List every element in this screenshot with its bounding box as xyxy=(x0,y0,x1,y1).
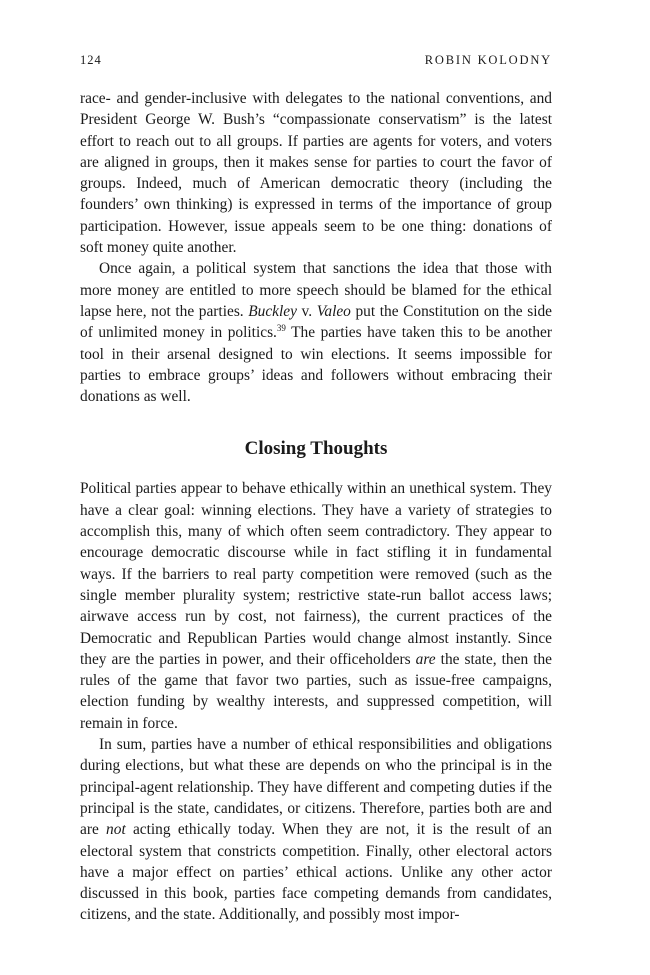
paragraph-in-sum xyxy=(80,734,552,926)
running-title-author: ROBIN KOLODNY xyxy=(424,53,552,67)
paragraph-unethical-system xyxy=(80,478,552,734)
paragraph-text: acting ethically today. When they are not, it is the result of an electoral system that constricts competition. Finally, other electoral actors have a major effect on parties’ ethical actions. Unlike any other actor discussed in this book, parties face competing demands from candidates, citizens, and the state. Additionally, and possibly most impor- xyxy=(80,821,552,924)
paragraph-text: In sum, parties have a number of ethical responsibilities and obligations during elections, but what these are depends on who the principal is in the principal-agent relationship. They have different and competing duties if the principal is the state, candidates, or citizens. Therefore, parties both are and are xyxy=(80,736,552,839)
page-number: 124 xyxy=(80,53,102,67)
paragraph-group-appeals xyxy=(80,88,552,258)
footnote-reference: 39 xyxy=(276,323,286,334)
running-head xyxy=(80,52,552,68)
paragraph-text: the state, then the rules of the game that favor two parties, such as issue-free campaigns, election funding by wealthy interests, and suppressed competition, will remain in force. xyxy=(80,650,553,732)
emphasis-are: are xyxy=(415,650,436,668)
paragraph-text: put the Constitution on the side of unlimited money in politics. xyxy=(80,302,552,342)
case-versus: v. xyxy=(296,302,317,320)
paragraph-text: Political parties appear to behave ethically within an unethical system. They have a clear goal: winning elections. They have a variety of strategies to accomplish this, many of which often seem contradictory. They appear to encourage democratic discourse while in fact stifling it in fundamental ways. If the barriers to real party competition were removed (such as the single member plurality system; restrictive state-run ballot access laws; airwave access run by cost, not fairness), the current practices of the Democratic and Republican Parties would change almost instantly. Since they are the parties in power, and their officeholders xyxy=(80,480,552,668)
paragraph-text: The parties have taken this to be another tool in their arsenal designed to win elections. It seems impossible for parties to embrace groups’ ideas and followers without embracing their donations as well. xyxy=(80,324,552,406)
book-page xyxy=(80,52,552,926)
paragraph-buckley-valeo xyxy=(80,258,552,407)
case-name-valeo: Valeo xyxy=(316,302,351,320)
section-heading-closing-thoughts: Closing Thoughts xyxy=(244,438,388,460)
emphasis-not: not xyxy=(106,821,126,839)
paragraph-text: race- and gender-inclusive with delegates to the national conventions, and President George W. Bush’s “compassionate conservatism” is the latest effort to reach out to all groups. If parties are agents for voters, and voters are aligned in groups, then it makes sense for parties to court the favor of groups. Indeed, much of American democratic theory (including the founders’ own thinking) is expressed in terms of the importance of group participation. However, issue appeals seem to be one thing: donations of soft money quite another. xyxy=(80,90,552,257)
case-name-buckley: Buckley xyxy=(248,302,297,320)
paragraph-text: Once again, a political system that sanctions the idea that those with more money are entitled to more speech should be blamed for the ethical lapse here, not the parties. xyxy=(80,260,552,320)
